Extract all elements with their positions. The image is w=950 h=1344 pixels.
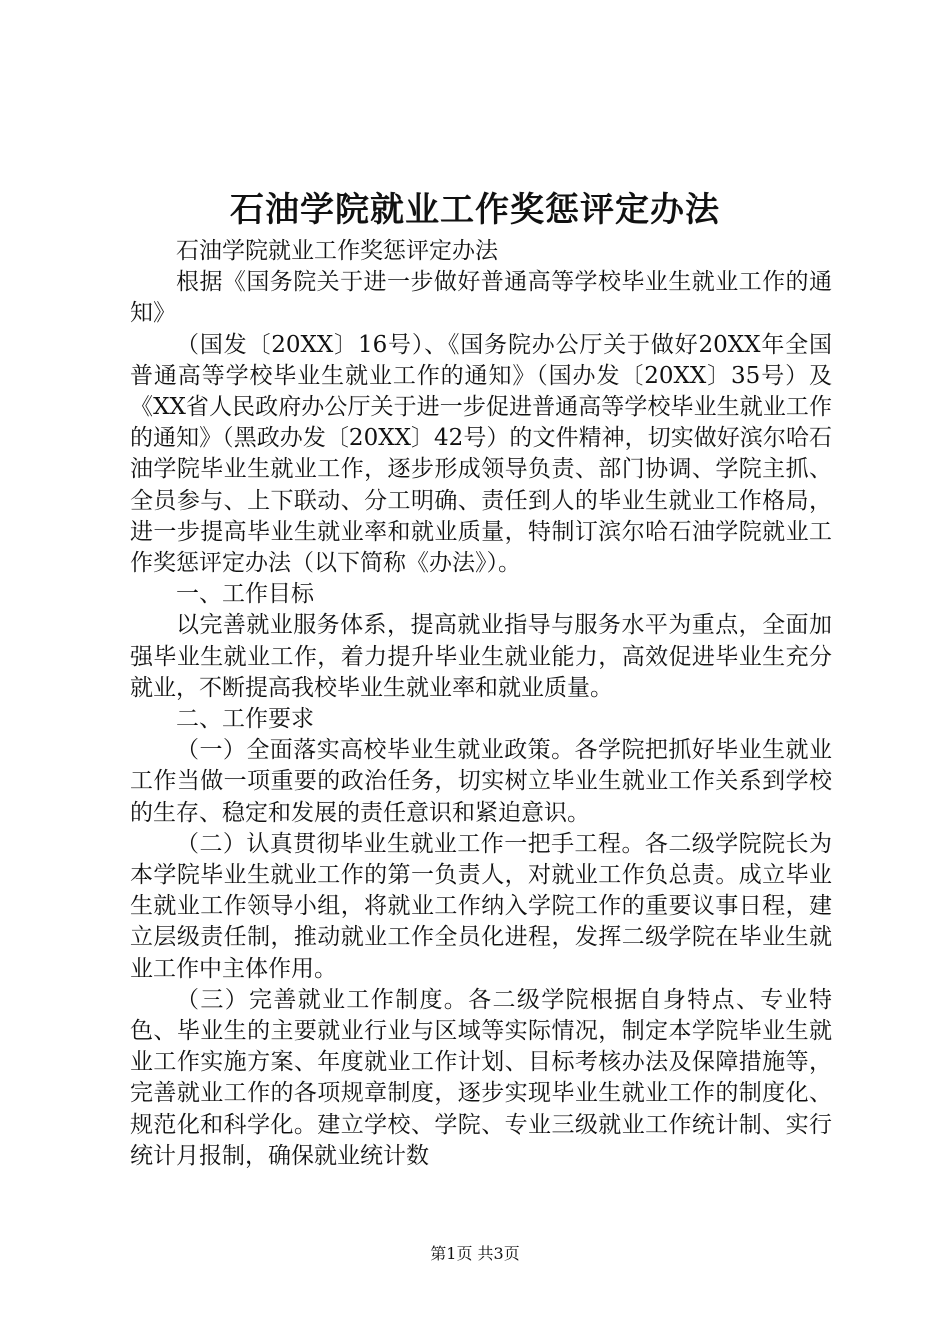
page-footer: 第1页 共3页 (430, 1244, 520, 1263)
intro-paragraph: 根据《国务院关于进一步做好普通高等学校毕业生就业工作的通知》 (130, 269, 832, 327)
subtitle-paragraph: 石油学院就业工作奖惩评定办法 (176, 238, 498, 264)
basis-paragraph: （国发〔20XX〕16号）、《国务院办公厅关于做好20XX年全国普通高等学校毕业生就业工作的通知》（国办发〔20XX〕35号）及《XX省人民政府办公厅关于进一步促进普通高等学校毕业生就业工作的通知》（黑政办发〔20XX〕42号）的文件精神，切实做好滨尔哈石油学院毕业生就业工作，逐步形成领导负责、部门协调、学院主抓、全员参与、上下联动、分工明确、责任到人的毕业生就业工作格局，进一步提高毕业生就业率和就业质量，特制订滨尔哈石油学院就业工作奖惩评定办法（以下简称《办法》）。 (130, 331, 832, 577)
document-title: 石油学院就业工作奖惩评定办法 (230, 190, 720, 230)
goals-paragraph: 以完善就业服务体系，提高就业指导与服务水平为重点，全面加强毕业生就业工作，着力提升毕业生就业能力，高效促进毕业生充分就业，不断提高我校毕业生就业率和就业质量。 (130, 612, 832, 701)
section-heading-goals: 一、工作目标 (176, 581, 314, 608)
requirement-3-paragraph: （三）完善就业工作制度。各二级学院根据自身特点、专业特色、毕业生的主要就业行业与区域等实际情况，制定本学院毕业生就业工作实施方案、年度就业工作计划、目标考核办法及保障措施等，完善就业工作的各项规章制度，逐步实现毕业生就业工作的制度化、规范化和科学化。建立学校、学院、专业三级就业工作统计制、实行统计月报制，确保就业统计数 (130, 986, 832, 1169)
requirement-1-paragraph: （一）全面落实高校毕业生就业政策。各学院把抓好毕业生就业工作当做一项重要的政治任务，切实树立毕业生就业工作关系到学校的生存、稳定和发展的责任意识和紧迫意识。 (130, 737, 832, 826)
document-body (130, 236, 832, 1172)
requirement-2-paragraph: （二）认真贯彻毕业生就业工作一把手工程。各二级学院院长为本学院毕业生就业工作的第一负责人，对就业工作负总责。成立毕业生就业工作领导小组，将就业工作纳入学院工作的重要议事日程，建立层级责任制，推动就业工作全员化进程，发挥二级学院在毕业生就业工作中主体作用。 (130, 830, 832, 982)
section-heading-requirements: 二、工作要求 (176, 706, 314, 733)
